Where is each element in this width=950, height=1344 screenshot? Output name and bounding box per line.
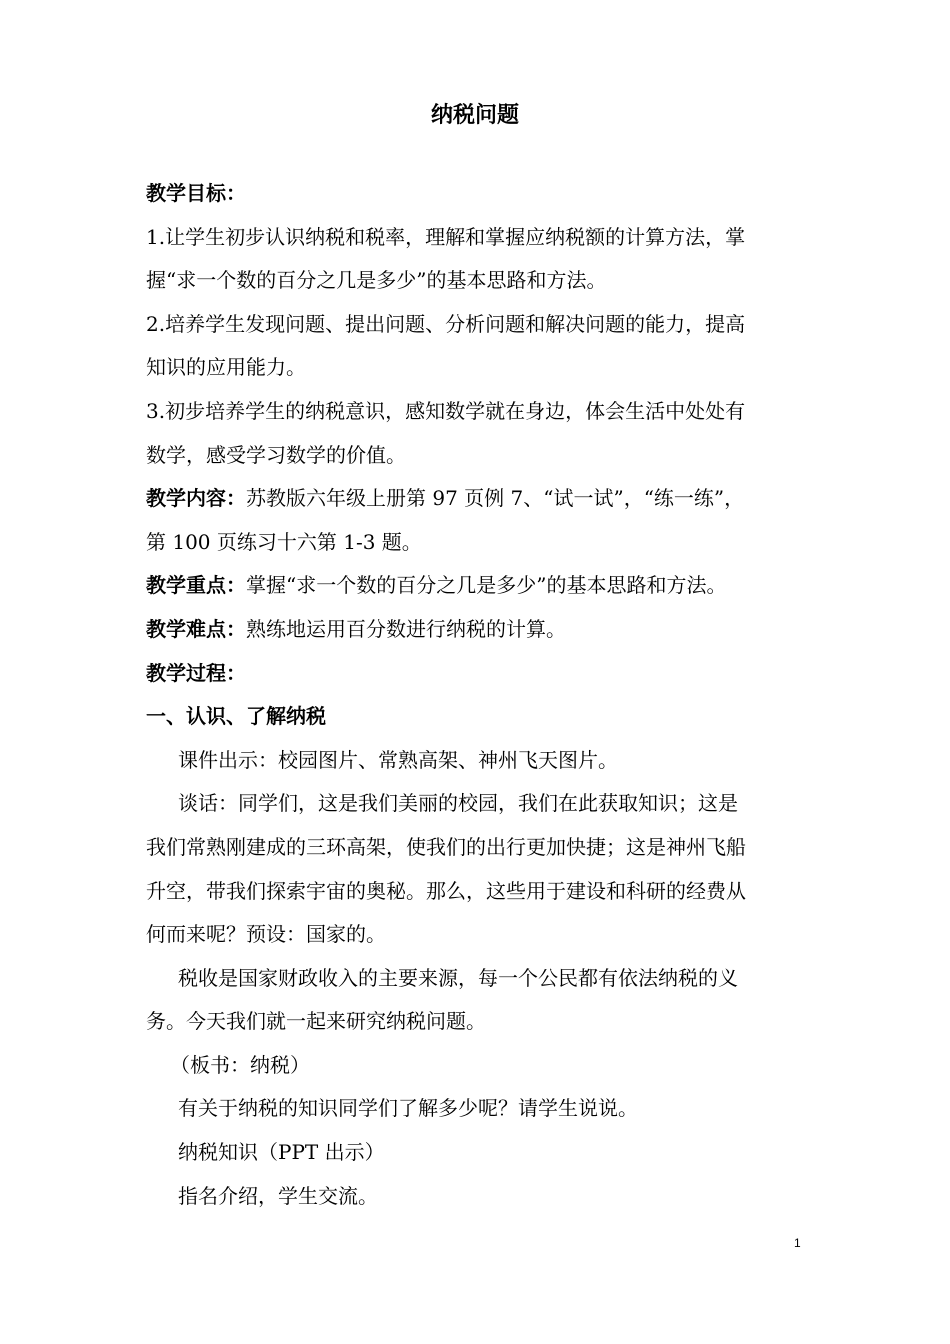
objective-3-line-1: 3.初步培养学生的纳税意识，感知数学就在身边，体会生活中处处有 [146, 398, 746, 423]
teaching-content-label: 教学内容： [146, 486, 246, 511]
objective-3-line-2: 数学，感受学习数学的价值。 [146, 442, 406, 467]
process-heading: 教学过程： [146, 660, 246, 685]
paragraph-board-note: （板书：纳税） [170, 1052, 310, 1077]
objectives-heading: 教学目标： [146, 181, 246, 205]
paragraph-courseware: 课件出示：校园图片、常熟高架、神州飞天图片。 [178, 747, 618, 772]
difficulty-line [146, 608, 826, 652]
paragraph-exchange: 指名介绍，学生交流。 [178, 1183, 378, 1208]
paragraph-talk-line-2: 我们常熟刚建成的三环高架，使我们的出行更加快捷；这是神州飞船 [146, 834, 746, 859]
objective-1-line-2: 握“求一个数的百分之几是多少”的基本思路和方法。 [146, 268, 607, 293]
document-body [146, 172, 826, 1218]
page-number-text: 1 [794, 1236, 801, 1250]
section-1-heading: 一、认识、了解纳税 [146, 704, 326, 729]
objective-2-line-1: 2.培养学生发现问题、提出问题、分析问题和解决问题的能力，提高 [146, 311, 746, 336]
teaching-content-line-1 [146, 477, 826, 521]
paragraph-tax-line-2: 务。今天我们就一起来研究纳税问题。 [146, 1009, 486, 1034]
document-title: 纳税问题 [430, 103, 519, 128]
paragraph-talk-line-1: 谈话：同学们，这是我们美丽的校园，我们在此获取知识；这是 [178, 791, 738, 816]
difficulty-label: 教学难点： [146, 616, 246, 641]
teaching-content-text: 苏教版六年级上册第 97 页例 7、“试一试”，“练一练”， [246, 486, 745, 511]
paragraph-tax-line-1: 税收是国家财政收入的主要来源，每一个公民都有依法纳税的义 [178, 965, 738, 990]
key-point-line [146, 564, 826, 608]
difficulty-text: 熟练地运用百分数进行纳税的计算。 [246, 616, 566, 641]
paragraph-ppt: 纳税知识（PPT 出示） [178, 1140, 385, 1165]
teaching-content-line-2: 第 100 页练习十六第 1-3 题。 [146, 529, 422, 554]
paragraph-question: 有关于纳税的知识同学们了解多少呢？请学生说说。 [178, 1096, 638, 1121]
key-point-label: 教学重点： [146, 573, 246, 598]
objective-2-line-2: 知识的应用能力。 [146, 355, 306, 380]
paragraph-talk-line-3: 升空，带我们探索宇宙的奥秘。那么，这些用于建设和科研的经费从 [146, 878, 746, 903]
key-point-text: 掌握“求一个数的百分之几是多少”的基本思路和方法。 [246, 573, 727, 598]
objective-1-line-1: 1.让学生初步认识纳税和税率，理解和掌握应纳税额的计算方法，掌 [146, 224, 746, 249]
paragraph-talk-line-4: 何而来呢？预设：国家的。 [146, 922, 386, 947]
